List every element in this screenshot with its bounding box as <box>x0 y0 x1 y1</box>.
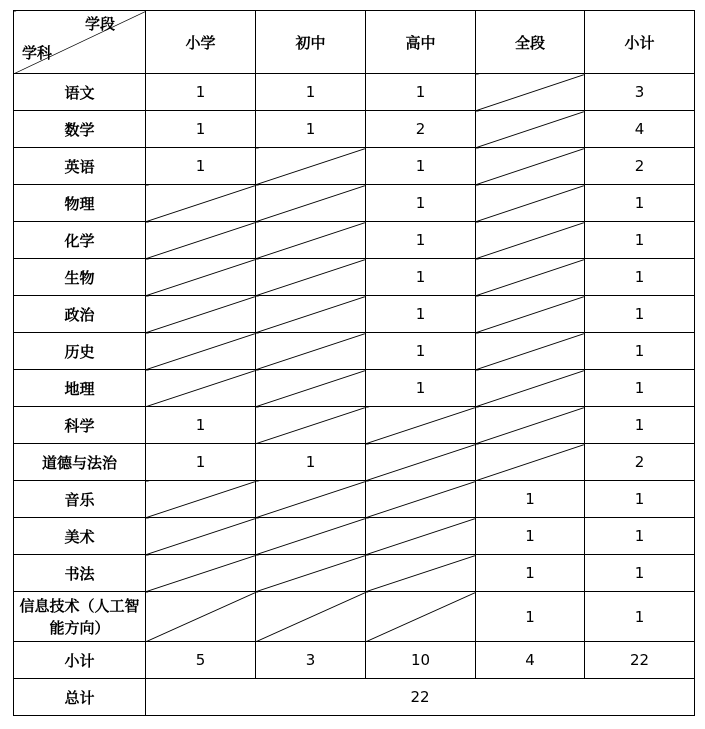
column-header-primary: 小学 <box>146 11 256 74</box>
table-row <box>14 407 695 444</box>
count-cell: 1 <box>256 74 366 111</box>
count-cell: 1 <box>146 444 256 481</box>
subject-cell: 政治 <box>14 296 146 333</box>
subject-cell: 信息技术（人工智能方向） <box>14 592 146 642</box>
count-cell: 1 <box>585 185 695 222</box>
empty-slashed-cell <box>476 185 585 222</box>
count-cell: 2 <box>366 111 476 148</box>
count-cell: 1 <box>366 296 476 333</box>
count-cell: 1 <box>585 259 695 296</box>
count-cell: 1 <box>366 333 476 370</box>
staffing-table <box>13 10 695 716</box>
subject-cell: 历史 <box>14 333 146 370</box>
subject-cell: 数学 <box>14 111 146 148</box>
table-row <box>14 296 695 333</box>
count-cell: 1 <box>366 370 476 407</box>
count-cell: 1 <box>146 111 256 148</box>
subtotal-cell: 3 <box>256 642 366 679</box>
empty-slashed-cell <box>146 592 256 642</box>
count-cell: 2 <box>585 148 695 185</box>
table-row <box>14 481 695 518</box>
empty-slashed-cell <box>256 185 366 222</box>
empty-slashed-cell <box>256 333 366 370</box>
empty-slashed-cell <box>146 333 256 370</box>
table-row <box>14 444 695 481</box>
subject-cell: 科学 <box>14 407 146 444</box>
total-row <box>14 679 695 716</box>
table-row <box>14 333 695 370</box>
column-header-all: 全段 <box>476 11 585 74</box>
table-row <box>14 592 695 642</box>
count-cell: 1 <box>366 259 476 296</box>
column-header-junior: 初中 <box>256 11 366 74</box>
empty-slashed-cell <box>256 555 366 592</box>
empty-slashed-cell <box>476 296 585 333</box>
table-body <box>14 11 695 716</box>
subject-cell: 道德与法治 <box>14 444 146 481</box>
subtotal-cell: 4 <box>476 642 585 679</box>
empty-slashed-cell <box>146 259 256 296</box>
column-header-subtotal: 小计 <box>585 11 695 74</box>
subtotal-cell: 22 <box>585 642 695 679</box>
count-cell: 1 <box>585 481 695 518</box>
subject-cell: 物理 <box>14 185 146 222</box>
subject-cell: 地理 <box>14 370 146 407</box>
count-cell: 2 <box>585 444 695 481</box>
empty-slashed-cell <box>366 481 476 518</box>
column-header-senior: 高中 <box>366 11 476 74</box>
empty-slashed-cell <box>146 296 256 333</box>
count-cell: 1 <box>256 111 366 148</box>
subtotal-label: 小计 <box>14 642 146 679</box>
table-row <box>14 518 695 555</box>
count-cell: 1 <box>585 555 695 592</box>
empty-slashed-cell <box>476 259 585 296</box>
subject-cell: 化学 <box>14 222 146 259</box>
subtotal-cell: 10 <box>366 642 476 679</box>
empty-slashed-cell <box>256 370 366 407</box>
empty-slashed-cell <box>256 592 366 642</box>
count-cell: 1 <box>366 222 476 259</box>
count-cell: 1 <box>476 555 585 592</box>
empty-slashed-cell <box>476 148 585 185</box>
count-cell: 1 <box>146 74 256 111</box>
empty-slashed-cell <box>146 518 256 555</box>
count-cell: 1 <box>476 592 585 642</box>
count-cell: 1 <box>585 333 695 370</box>
count-cell: 1 <box>366 185 476 222</box>
subject-cell: 生物 <box>14 259 146 296</box>
empty-slashed-cell <box>476 370 585 407</box>
empty-slashed-cell <box>256 407 366 444</box>
empty-slashed-cell <box>476 111 585 148</box>
empty-slashed-cell <box>256 148 366 185</box>
corner-bottom-label: 学科 <box>22 44 53 62</box>
subject-cell: 音乐 <box>14 481 146 518</box>
table-row <box>14 111 695 148</box>
empty-slashed-cell <box>366 407 476 444</box>
empty-slashed-cell <box>366 444 476 481</box>
table-row <box>14 185 695 222</box>
empty-slashed-cell <box>256 222 366 259</box>
subtotal-cell: 5 <box>146 642 256 679</box>
subject-cell: 英语 <box>14 148 146 185</box>
count-cell: 1 <box>585 370 695 407</box>
empty-slashed-cell <box>256 259 366 296</box>
table-row <box>14 259 695 296</box>
empty-slashed-cell <box>256 518 366 555</box>
empty-slashed-cell <box>146 222 256 259</box>
empty-slashed-cell <box>366 555 476 592</box>
count-cell: 1 <box>585 222 695 259</box>
count-cell: 1 <box>476 481 585 518</box>
table-row <box>14 370 695 407</box>
empty-slashed-cell <box>146 185 256 222</box>
count-cell: 1 <box>585 518 695 555</box>
empty-slashed-cell <box>146 370 256 407</box>
empty-slashed-cell <box>366 518 476 555</box>
empty-slashed-cell <box>256 481 366 518</box>
count-cell: 1 <box>146 407 256 444</box>
subject-cell: 书法 <box>14 555 146 592</box>
count-cell: 1 <box>585 592 695 642</box>
table-row <box>14 222 695 259</box>
count-cell: 3 <box>585 74 695 111</box>
subject-cell: 语文 <box>14 74 146 111</box>
corner-top-label: 学段 <box>84 15 115 33</box>
table-row <box>14 148 695 185</box>
count-cell: 1 <box>476 518 585 555</box>
empty-slashed-cell <box>146 555 256 592</box>
empty-slashed-cell <box>256 296 366 333</box>
count-cell: 1 <box>585 407 695 444</box>
corner-cell <box>14 11 146 74</box>
subject-cell: 美术 <box>14 518 146 555</box>
empty-slashed-cell <box>476 74 585 111</box>
empty-slashed-cell <box>476 407 585 444</box>
table-row <box>14 555 695 592</box>
empty-slashed-cell <box>476 222 585 259</box>
count-cell: 1 <box>146 148 256 185</box>
empty-slashed-cell <box>366 592 476 642</box>
empty-slashed-cell <box>146 481 256 518</box>
empty-slashed-cell <box>476 444 585 481</box>
count-cell: 1 <box>256 444 366 481</box>
subtotal-row <box>14 642 695 679</box>
table-row <box>14 74 695 111</box>
header-row <box>14 11 695 74</box>
count-cell: 1 <box>366 74 476 111</box>
count-cell: 1 <box>366 148 476 185</box>
empty-slashed-cell <box>476 333 585 370</box>
total-value: 22 <box>146 679 695 716</box>
count-cell: 4 <box>585 111 695 148</box>
total-label: 总计 <box>14 679 146 716</box>
count-cell: 1 <box>585 296 695 333</box>
